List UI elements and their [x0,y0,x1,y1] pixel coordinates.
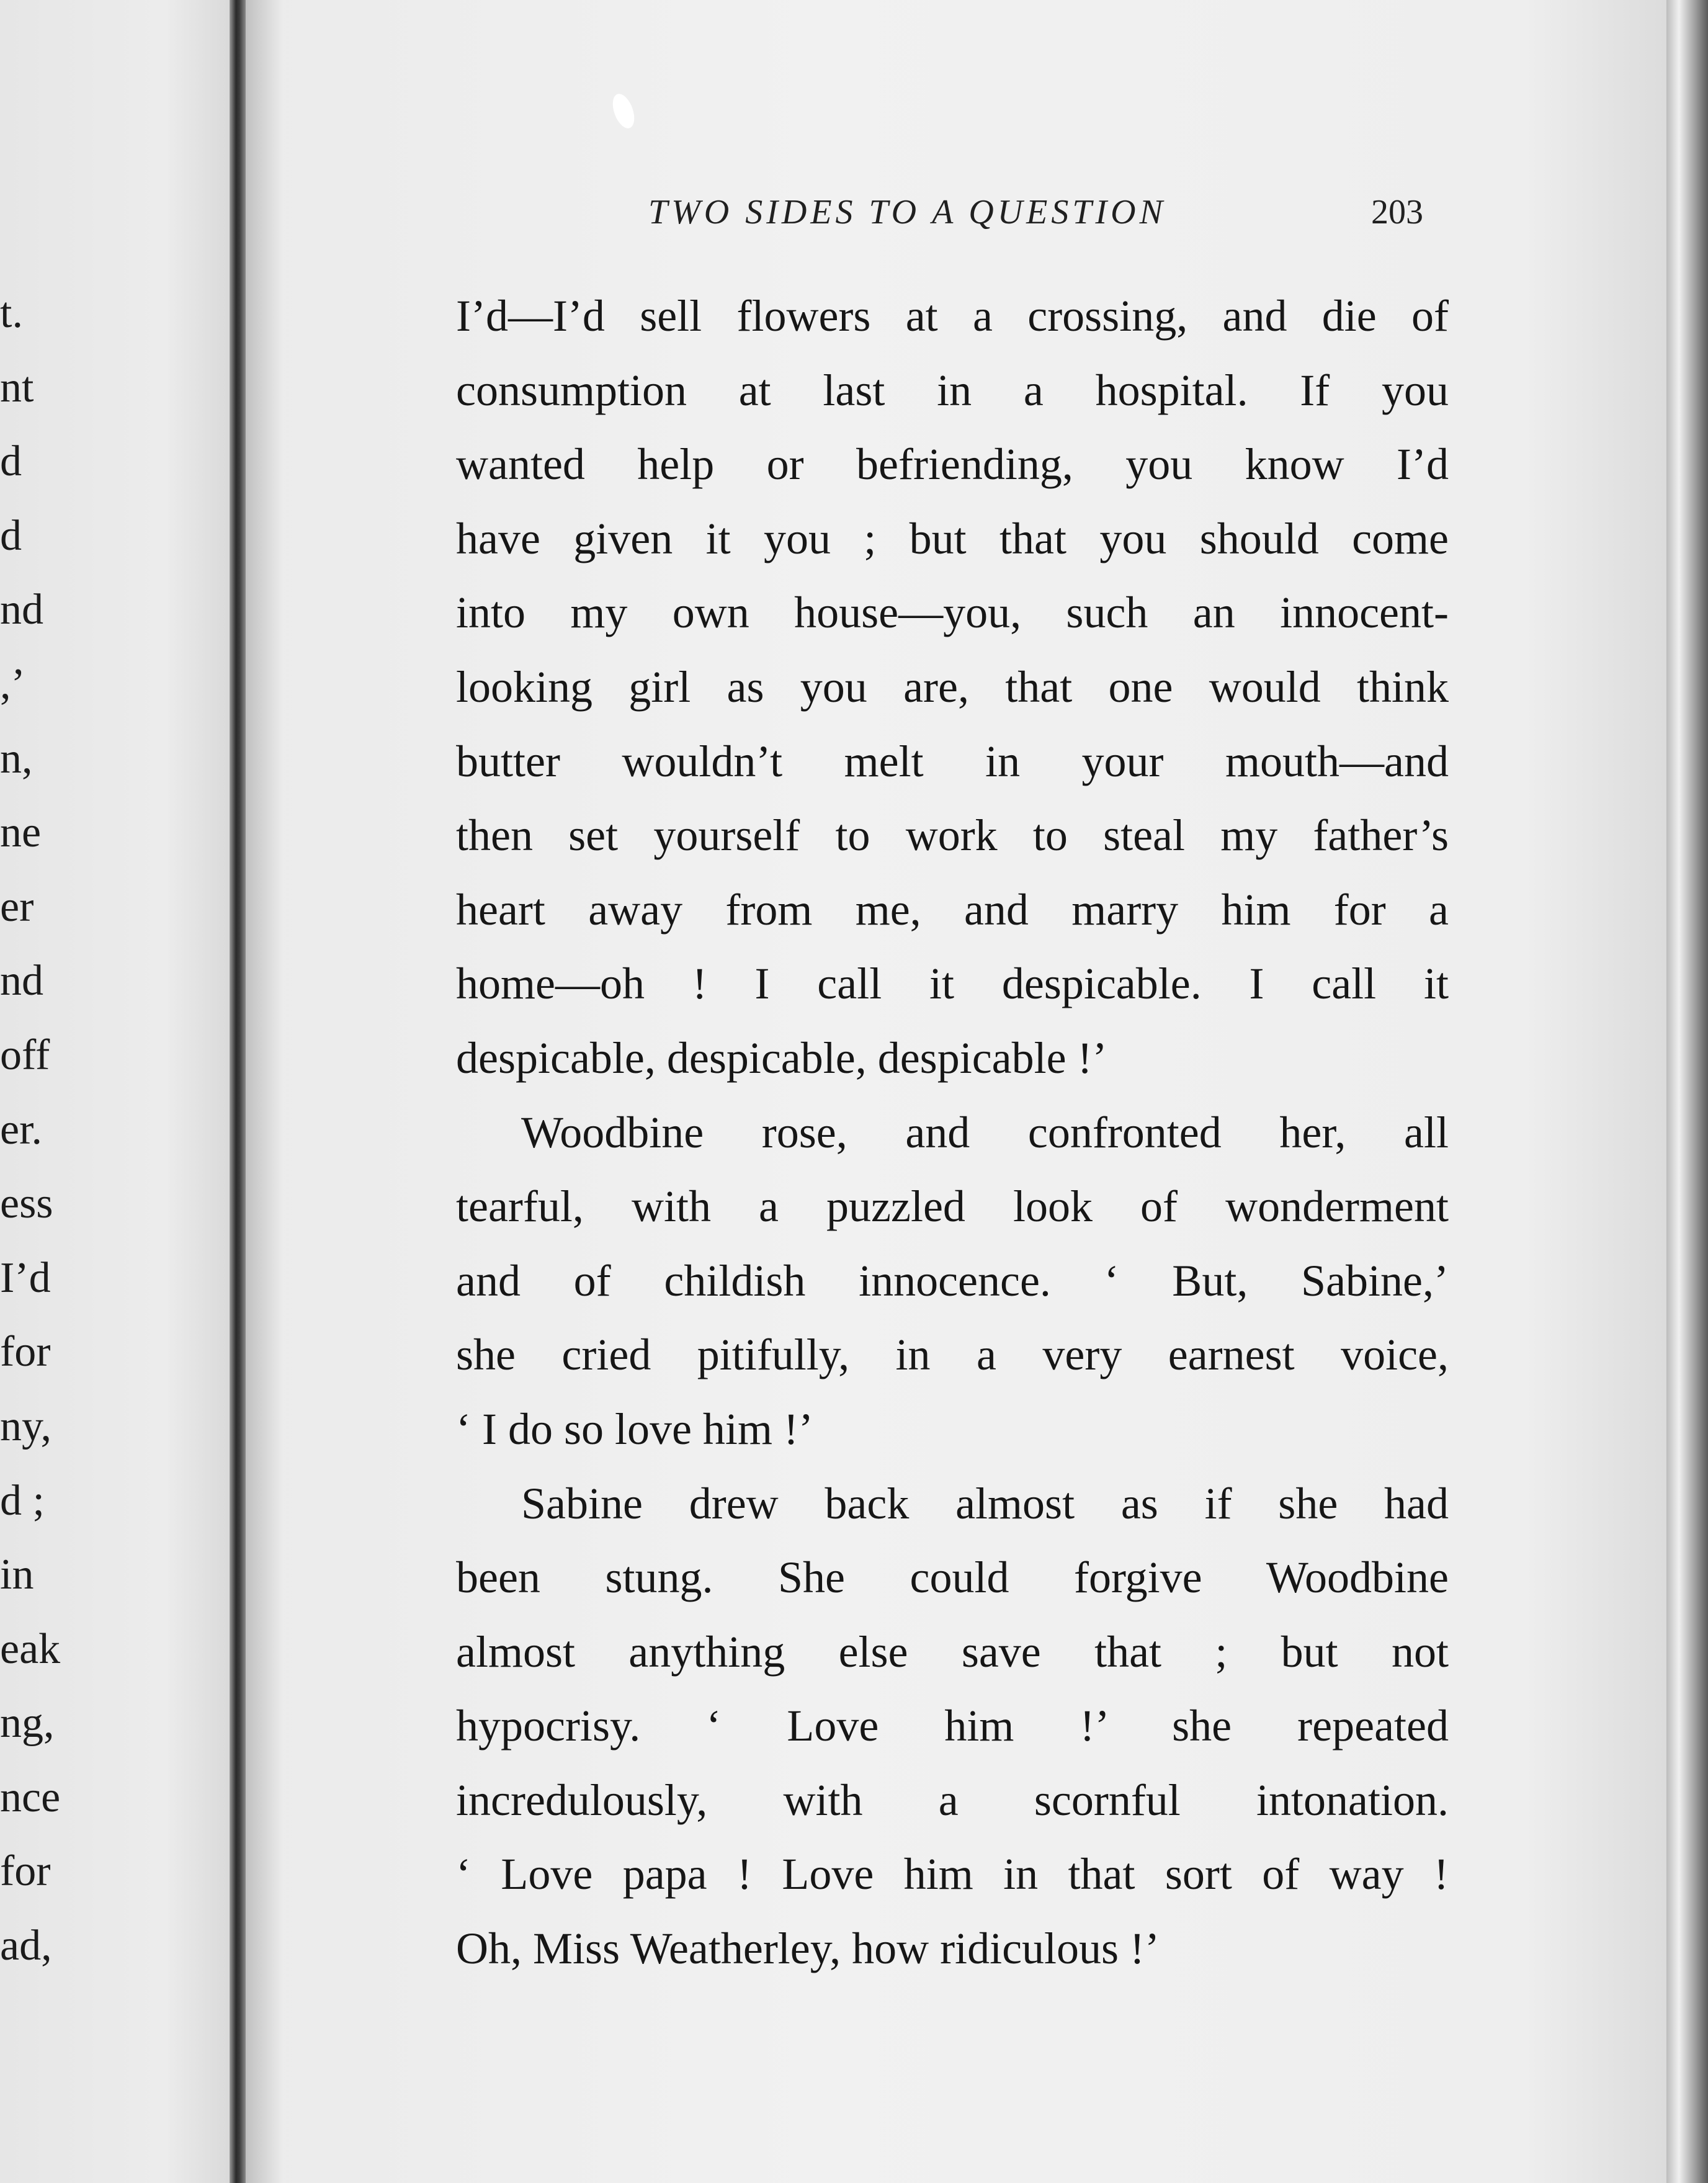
text-line: and of childish innocence. ‘ But, Sabine,’ [456,1255,1449,1306]
left-fragment: nce [0,1773,61,1821]
text-line: looking girl as you are, that one would think [456,661,1449,712]
left-fragment: ess [0,1180,53,1228]
left-fragment: in [0,1551,34,1599]
text-line: home—oh ! I call it despicable. I call it [456,959,1449,1009]
left-fragment: d [0,437,22,486]
left-fragment: er [0,882,34,931]
page-number: 203 [1371,193,1423,231]
left-fragment: ne [0,809,42,857]
left-fragment: t. [0,289,23,337]
left-fragment: er. [0,1105,43,1154]
text-line: Sabine drew back almost as if she had [521,1478,1449,1528]
left-fragment: ad, [0,1922,52,1970]
text-line: heart away from me, and marry him for a [456,884,1449,935]
text-line: ‘ I do so love him !’ [456,1404,813,1454]
left-fragment: eak [0,1625,61,1673]
text-line: have given it you ; but that you should come [456,513,1449,563]
text-line: incredulously, with a scornful intonation. [456,1775,1449,1825]
text-line: I’d—I’d sell flowers at a crossing, and die of [456,291,1449,341]
left-fragment: for [0,1847,51,1896]
text-line: Woodbine rose, and confronted her, all [521,1107,1449,1157]
text-line: almost anything else save that ; but not [456,1626,1449,1677]
left-fragment: ng, [0,1699,55,1747]
left-fragment: ny, [0,1402,51,1450]
left-fragment: ,’ [0,660,25,708]
text-line: into my own house—you, such an innocent- [456,588,1449,638]
text-line: she cried pitifully, in a very earnest voice, [456,1330,1449,1380]
left-page [0,0,236,2183]
body-text [456,279,1449,1986]
text-line: ‘ Love papa ! Love him in that sort of way ! [456,1849,1449,1899]
text-line: wanted help or befriending, you know I’d [456,439,1449,490]
left-fragment: d ; [0,1476,45,1525]
book-gutter [230,0,246,2183]
left-fragment: for [0,1328,51,1376]
left-fragment: nd [0,957,43,1005]
text-line: butter wouldn’t melt in your mouth—and [456,736,1449,786]
left-fragment: nd [0,586,43,634]
left-page-text-fragments [0,276,60,1983]
text-line: been stung. She could forgive Woodbine [456,1553,1449,1603]
left-fragment: n, [0,734,33,782]
running-head: TWO SIDES TO A QUESTION [648,193,1166,231]
gutter-shadow [246,0,283,2183]
left-fragment: d [0,511,22,560]
left-fragment: nt [0,363,34,411]
text-line: despicable, despicable, despicable !’ [456,1033,1107,1083]
left-fragment: off [0,1031,50,1079]
left-fragment: I’d [0,1253,51,1302]
page-edge [1666,0,1708,2183]
text-line: consumption at last in a hospital. If you [456,365,1449,415]
text-line: then set yourself to work to steal my father’s [456,810,1449,861]
text-line: hypocrisy. ‘ Love him !’ she repeated [456,1701,1449,1751]
text-line: Oh, Miss Weatherley, how ridiculous !’ [456,1924,1160,1974]
text-line: tearful, with a puzzled look of wonderment [456,1181,1449,1232]
